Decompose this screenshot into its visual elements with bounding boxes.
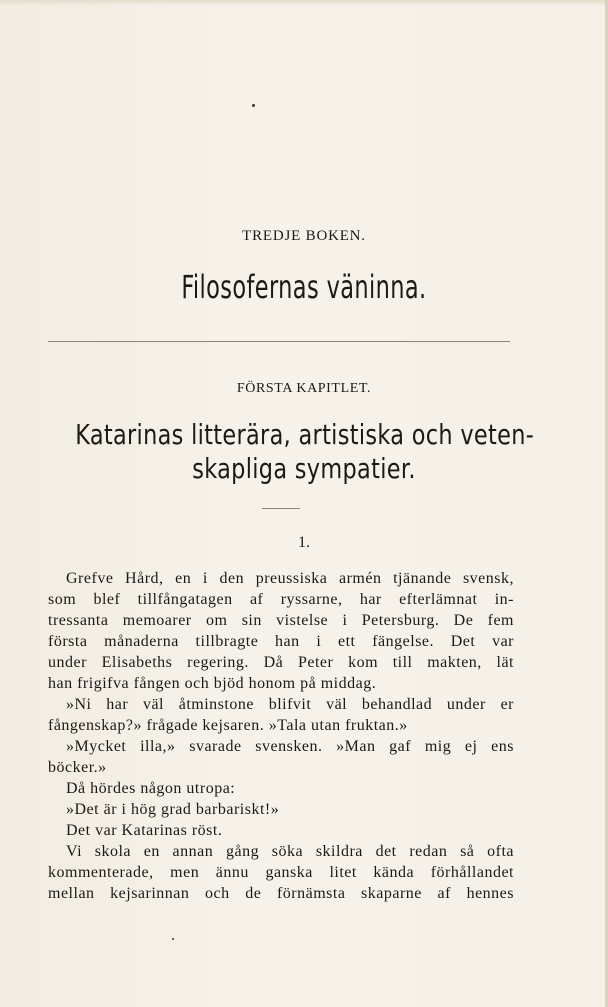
text-line: som blef tillfångatagen af ryssarne, har efterlämnat in-: [48, 591, 514, 608]
text-line: Det var Katarinas röst.: [66, 822, 223, 839]
chapter-title: [75, 418, 533, 486]
book-heading: TREDJE BOKEN.: [242, 228, 366, 244]
section-number: 1.: [298, 534, 310, 551]
text-line: mellan kejsarinnan och de förnämsta skaparne af hennes: [48, 885, 514, 902]
text-line: »Mycket illa,» svarade svensken. »Man gaf mig ej ens: [66, 738, 514, 755]
text-line: »Det är i hög grad barbariskt!»: [66, 801, 280, 818]
text-line: under Elisabeths regering. Då Peter kom till makten, lät: [48, 654, 514, 671]
text-line: Då hördes någon utropa:: [66, 780, 236, 797]
print-speck: [172, 938, 174, 940]
text-line: »Ni har väl åtminstone blifvit väl behandlad under er: [66, 696, 514, 713]
text-line: Vi skola en annan gång söka skildra det redan så ofta: [66, 843, 514, 860]
short-divider-rule: [262, 508, 300, 509]
page-top-edge: [0, 0, 608, 6]
text-line: böcker.»: [48, 759, 107, 776]
divider-rule: [48, 341, 510, 342]
book-title: Filosofernas väninna.: [181, 268, 427, 306]
print-speck: [252, 104, 255, 107]
text-line: kommenterade, men ännu ganska litet kända förhållandet: [48, 864, 514, 881]
text-line: fångenskap?» frågade kejsaren. »Tala utan fruktan.»: [48, 717, 408, 734]
text-line: första månaderna tillbragte han i ett fängelse. Det var: [48, 633, 514, 650]
chapter-heading: FÖRSTA KAPITLET.: [236, 381, 372, 396]
text-line: tressanta memoarer om sin vistelse i Petersburg. De fem: [48, 612, 514, 629]
text-line: han frigifva fången och bjöd honom på middag.: [48, 675, 377, 692]
chapter-title-line: skapliga sympatier.: [192, 452, 416, 485]
text-line: Grefve Hård, en i den preussiska armén tjänande svensk,: [66, 570, 514, 587]
chapter-title-line: Katarinas litterära, artistiska och veten-: [75, 418, 535, 451]
body-text: [48, 568, 514, 904]
